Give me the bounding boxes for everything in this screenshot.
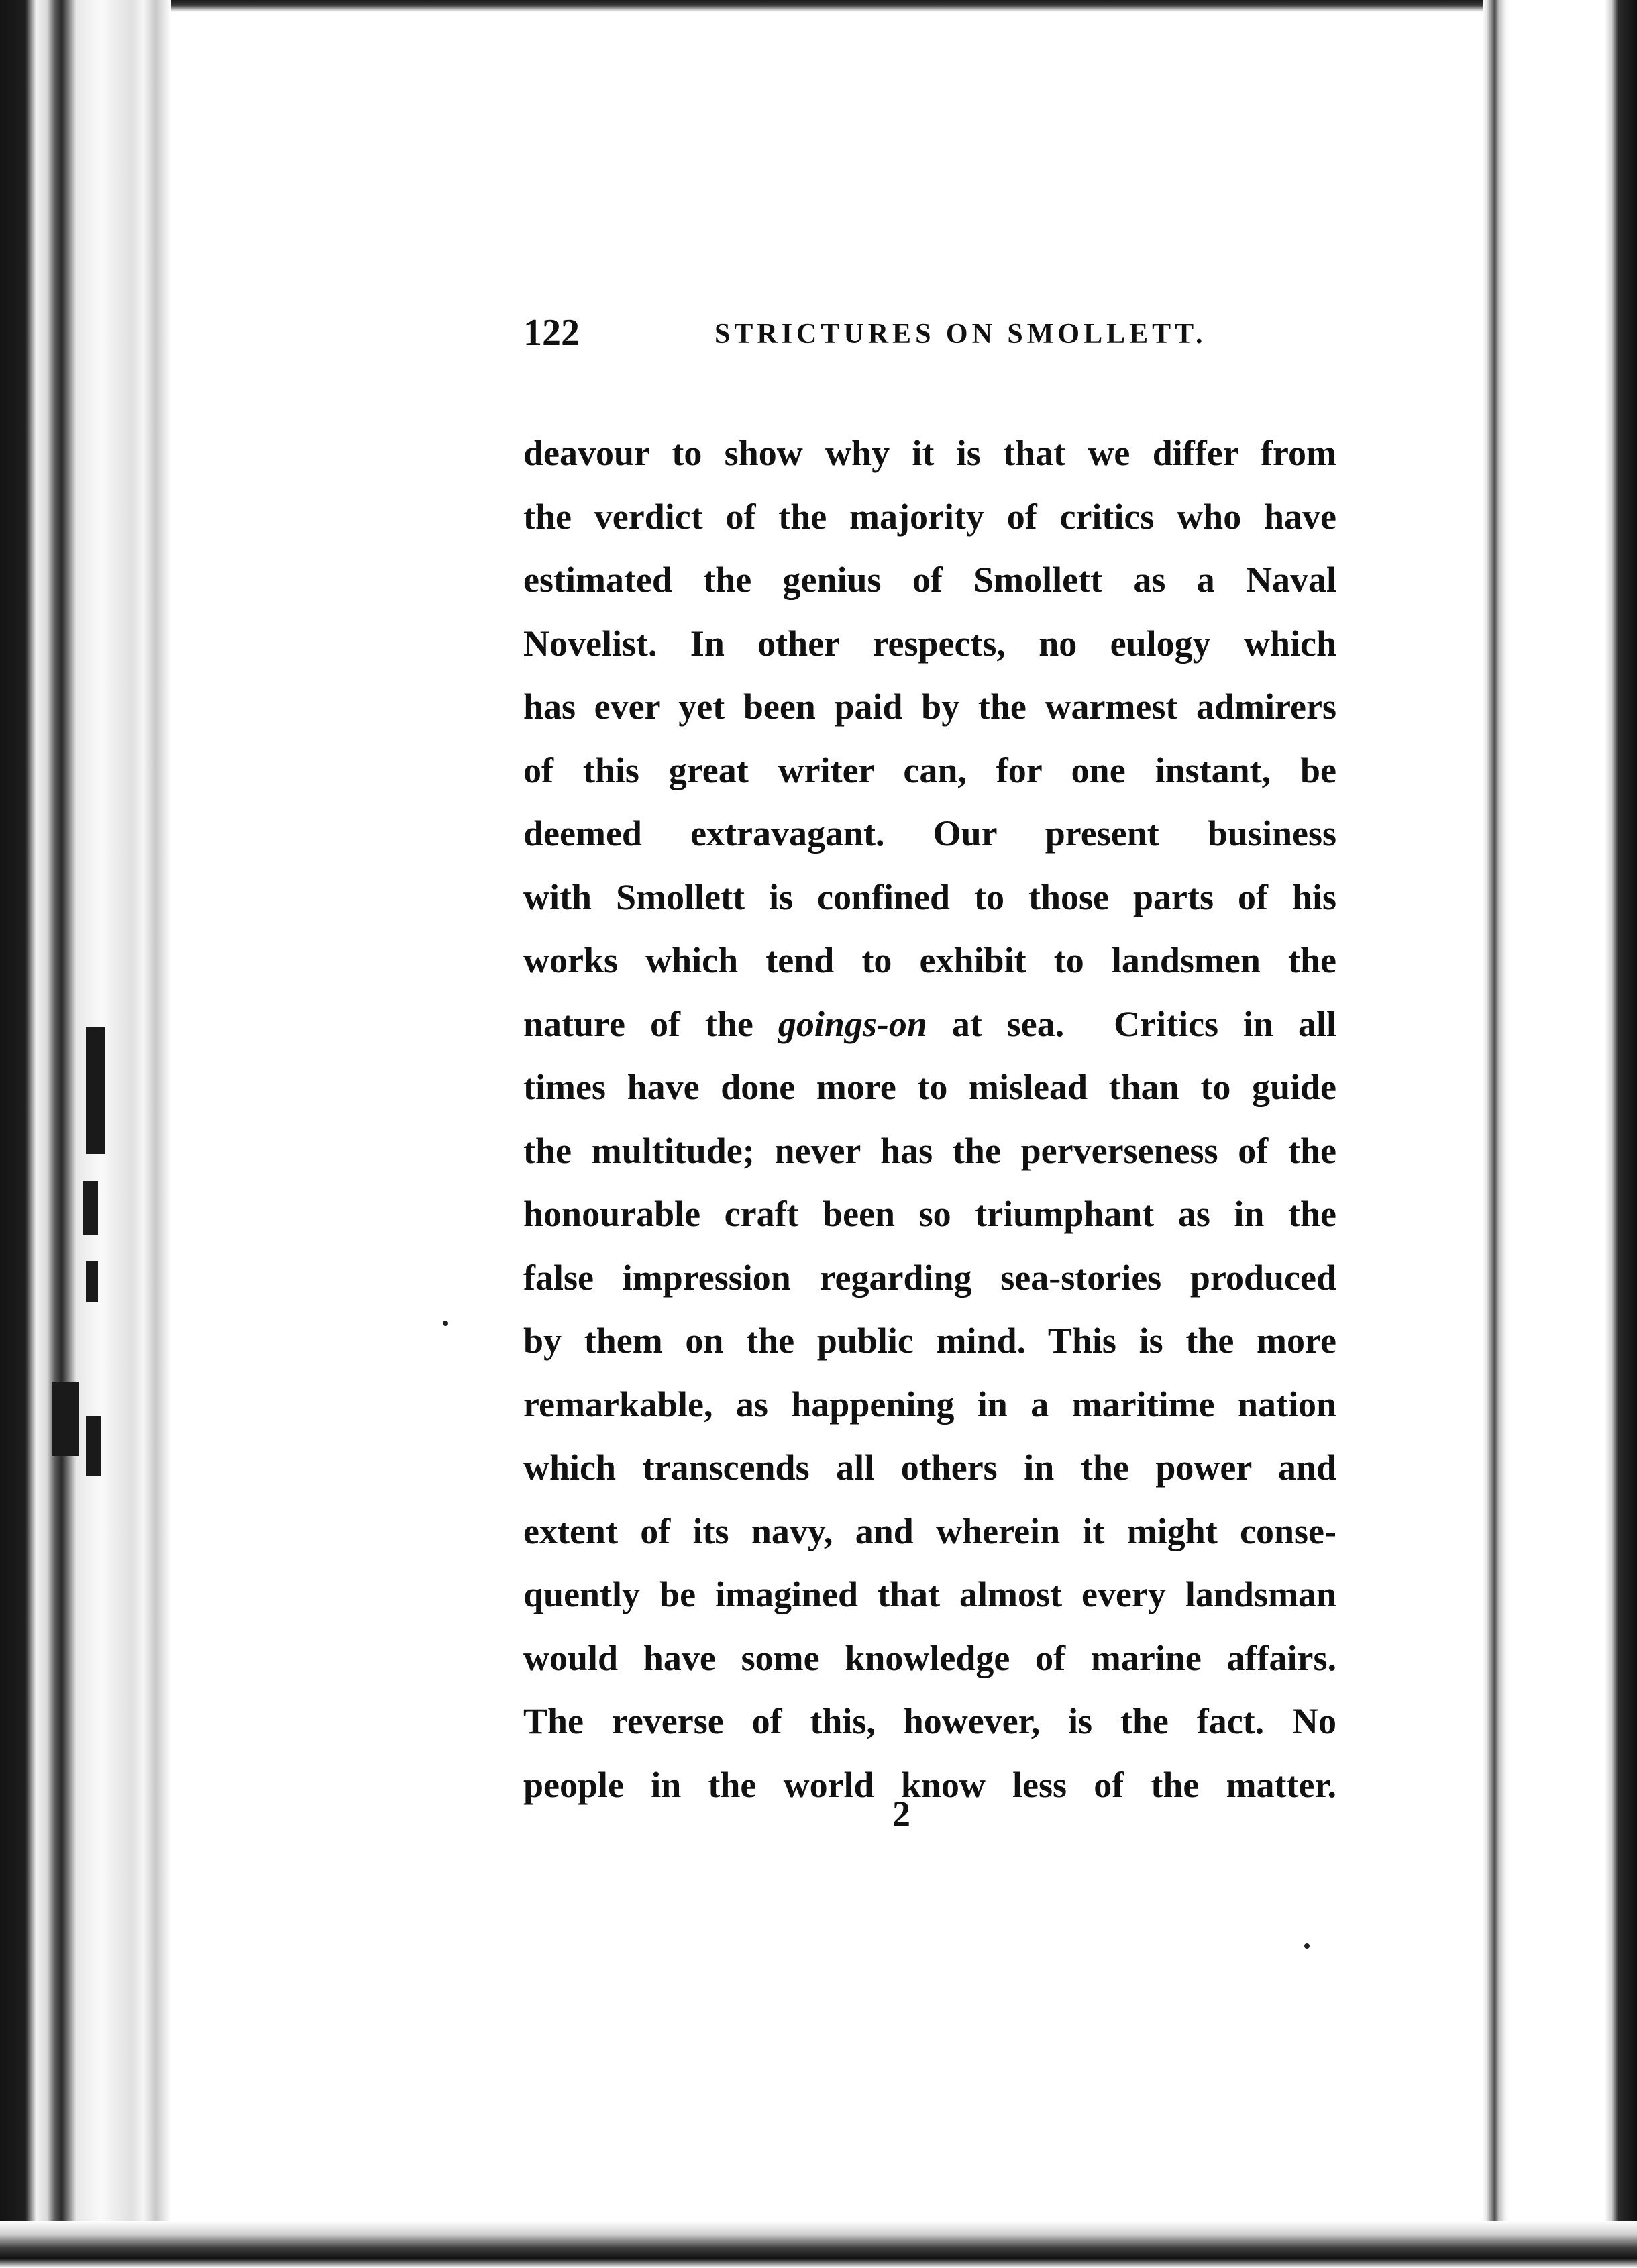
- text-line: extent of its navy, and wherein it might conse-: [523, 1510, 1336, 1551]
- body-text: [523, 421, 1336, 1816]
- binding-mark: [86, 1416, 101, 1476]
- italic-phrase: goings-on: [778, 1003, 927, 1044]
- bottom-page-edge: [0, 2221, 1637, 2268]
- text-line: works which tend to exhibit to landsmen the: [523, 940, 1336, 980]
- text-line: honourable craft been so triumphant as in the: [523, 1194, 1336, 1234]
- facing-page-edge: [1483, 0, 1637, 2268]
- text-line: deavour to show why it is that we differ from: [523, 433, 1336, 473]
- text-line: deemed extravagant. Our present business: [523, 813, 1336, 854]
- text-line: people in the world know less of the matter.: [523, 1764, 1336, 1805]
- ink-speck: [443, 1321, 448, 1326]
- text-line: which transcends all others in the power and: [523, 1447, 1336, 1488]
- text-line: by them on the public mind. This is the more: [523, 1321, 1336, 1361]
- page-number: 122: [523, 312, 580, 354]
- text-line: quently be imagined that almost every landsman: [523, 1574, 1336, 1614]
- top-page-edge: [0, 0, 1637, 12]
- running-head: [523, 310, 1336, 356]
- binding-mark: [52, 1382, 79, 1456]
- signature-mark: 2: [892, 1794, 910, 1834]
- text-line: remarkable, as happening in a maritime nation: [523, 1384, 1336, 1425]
- text-line-segment: at sea. Critics in all: [927, 1003, 1336, 1044]
- text-line: has ever yet been paid by the warmest admirers: [523, 686, 1336, 727]
- text-line: times have done more to mislead than to guide: [523, 1067, 1336, 1107]
- binding-mark: [86, 1261, 98, 1302]
- binding-mark: [83, 1181, 98, 1235]
- text-line: the verdict of the majority of critics who have: [523, 496, 1336, 537]
- text-line: the multitude; never has the perverseness of the: [523, 1130, 1336, 1171]
- text-line: of this great writer can, for one instant, be: [523, 750, 1336, 790]
- text-line: with Smollett is confined to those parts of his: [523, 876, 1336, 917]
- text-line-segment: nature of the: [523, 1003, 778, 1044]
- page-text-block: [523, 310, 1336, 1816]
- text-line: estimated the genius of Smollett as a Naval: [523, 560, 1336, 600]
- text-line: The reverse of this, however, is the fact. No: [523, 1701, 1336, 1741]
- binding-mark: [86, 1027, 105, 1154]
- text-line: [523, 992, 1336, 1056]
- text-line: Novelist. In other respects, no eulogy which: [523, 623, 1336, 664]
- ink-speck: [1304, 1943, 1310, 1949]
- text-line: false impression regarding sea-stories produced: [523, 1257, 1336, 1298]
- text-line: would have some knowledge of marine affairs.: [523, 1637, 1336, 1678]
- running-head-title: STRICTURES ON SMOLLETT.: [715, 319, 1207, 350]
